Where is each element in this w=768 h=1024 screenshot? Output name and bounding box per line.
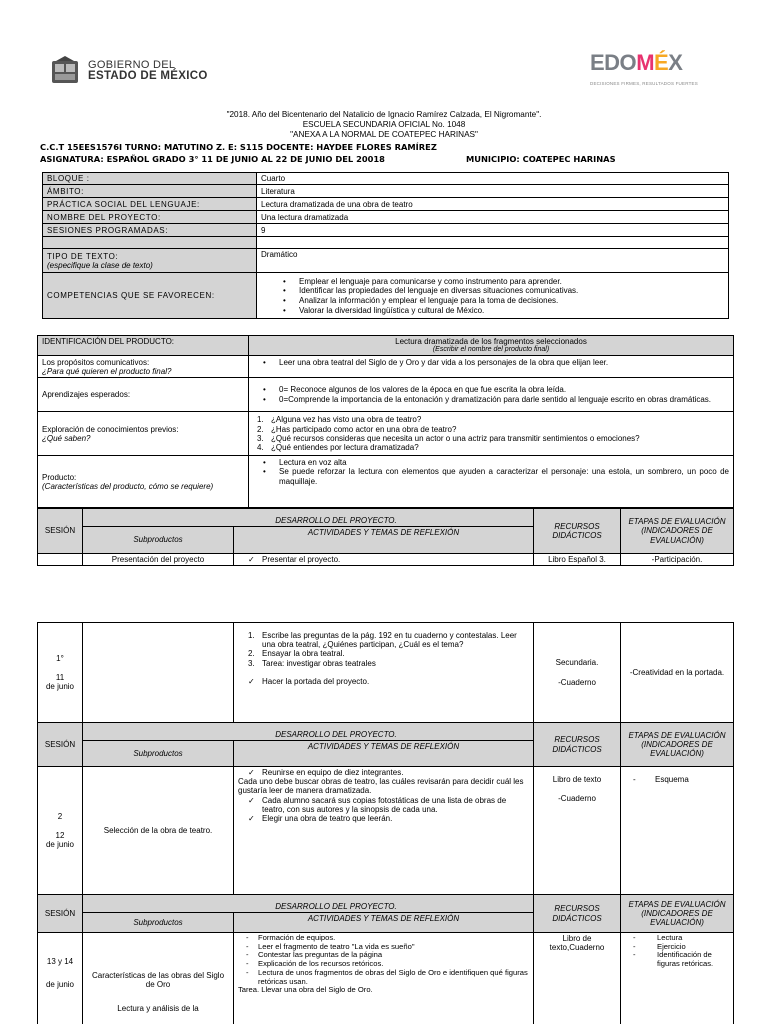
session3-eval-item: - Lectura — [625, 934, 729, 943]
exploracion-item: 2. ¿Has participado como actor en una obra de teatro? — [257, 424, 457, 434]
id-label: IDENTIFICACIÓN DEL PRODUCTO: — [38, 336, 249, 356]
competencias-label: COMPETENCIAS QUE SE FAVORECEN: — [43, 273, 257, 319]
session2-actividades — [234, 767, 534, 895]
session2-num: 2 — [57, 811, 63, 821]
aprendizaje-item: • 0=Comprende la importancia de la entonación y dramatización para darle sentido al lenguaje escrito en obras dramáticas. — [279, 395, 729, 404]
edomex-brand: EDOMÉX — [590, 50, 683, 75]
prop-label: Los propósitos comunicativos: — [42, 357, 150, 367]
desarrollo-header: DESARROLLO DEL PROYECTO. — [83, 723, 534, 741]
competencia-item: • Analizar la información y emplear el lenguaje para la toma de decisiones. — [299, 296, 724, 305]
exp-subtitle: ¿Qué saben? — [42, 433, 91, 443]
etapas-header: ETAPAS DE EVALUACIÓN (INDICADORES DE EVALUACIÓN) — [621, 509, 734, 554]
competencia-item: • Identificar las propiedades del lenguaje en diversas situaciones comunicativas. — [299, 286, 724, 295]
prop-cell — [249, 356, 734, 378]
sesiones-label: SESIONES PROGRAMADAS: — [43, 224, 257, 237]
session2-recurso2: -Cuaderno — [558, 794, 596, 804]
session2-recursos — [534, 767, 621, 895]
exploracion-item: 3. ¿Qué recursos consideras que necesita un actor o una actriz para transmitir sentimientos o emociones? — [257, 433, 640, 443]
prod-cell — [249, 456, 734, 508]
edomex-logo — [588, 50, 722, 90]
session3-item: - Lectura de unos fragmentos de obras del Siglo de Oro e identifiquen qué figuras retóricas usan. — [238, 969, 529, 986]
recursos-header: RECURSOS DIDÁCTICOS — [534, 895, 621, 933]
session2-recurso1: Libro de texto — [552, 775, 602, 784]
session1-month: de junio — [45, 682, 75, 692]
practica-value: Lectura dramatizada de una obra de teatro — [257, 198, 729, 211]
id-subtitle: (Escribir el nombre del producto final) — [432, 346, 550, 354]
actividades-header: ACTIVIDADES Y TEMAS DE REFLEXIÓN — [234, 741, 534, 767]
session2-check1: ✓ Reunirse en equipo de diez integrantes. — [238, 768, 529, 777]
session3-item: - Explicación de los recursos retóricos. — [238, 960, 529, 969]
session3-eval-item: - Identificación de figuras retóricas. — [625, 951, 729, 968]
competencia-item: • Emplear el lenguaje para comunicarse y como instrumento para aprender. — [299, 277, 724, 286]
session1-item: 1. Escribe las preguntas de la pág. 192 en tu cuaderno y contestalas. Leer una obra teatral, ¿Quiénes participan, ¿Cuál es el tema? — [248, 631, 517, 650]
prod-label: Producto: — [42, 472, 77, 482]
session3-eval-item: - Ejercicio — [625, 943, 729, 952]
session3-item: - Leer el fragmento de teatro "La vida es sueño" — [238, 943, 529, 952]
row0-actividad: ✓ Presentar el proyecto. — [238, 555, 529, 564]
session-table-2 — [37, 622, 734, 1024]
producto-item: • Lectura en voz alta — [279, 458, 729, 467]
session3-item: - Contestar las preguntas de la página — [238, 951, 529, 960]
apr-cell — [249, 378, 734, 412]
row0-recurso: Libro Español 3. — [534, 554, 621, 566]
subproductos-header: Subproductos — [83, 527, 234, 554]
session2-evaluacion-cell — [621, 767, 734, 895]
etapas-header: ETAPAS DE EVALUACIÓN (INDICADORES DE EVALUACIÓN) — [621, 895, 734, 933]
state-crest-icon — [50, 55, 80, 85]
session1-recurso2: -Cuaderno — [558, 677, 596, 687]
exp-cell — [249, 412, 734, 456]
session3-evaluacion-cell — [621, 933, 734, 1024]
desarrollo-header: DESARROLLO DEL PROYECTO. — [83, 509, 534, 527]
session2-check2: ✓ Cada alumno sacará sus copias fotostáticas de una lista de obras de teatro, con sus autores y la sinopsis de cada una. — [238, 796, 529, 814]
tipo-value: Dramático — [257, 249, 729, 273]
session1-day: 11 — [55, 672, 65, 682]
recursos-header: RECURSOS DIDÁCTICOS — [534, 509, 621, 554]
ambito-value: Literatura — [257, 185, 729, 198]
year-title: "2018. Año del Bicentenario del Natalicio de Ignacio Ramírez Calzada, El Nigromante". — [226, 110, 542, 119]
session3-sesion — [38, 933, 83, 1024]
sesiones-value: 9 — [257, 224, 729, 237]
session2-day: 12 — [55, 830, 65, 840]
competencias-cell — [257, 273, 729, 319]
actividades-header: ACTIVIDADES Y TEMAS DE REFLEXIÓN — [234, 527, 534, 554]
session2-evaluacion: - Esquema — [625, 775, 729, 784]
session1-recursos — [534, 623, 621, 723]
row0-subproducto: Presentación del proyecto — [83, 554, 234, 566]
session1-evaluacion: -Creatividad en la portada. — [621, 623, 734, 723]
session3-month: de junio — [45, 980, 75, 990]
session3-subproducto: Características de las obras del Siglo de Oro — [91, 971, 225, 990]
session1-num: 1° — [56, 653, 64, 663]
session1-sesion — [38, 623, 83, 723]
gobierno-line1: GOBIERNO DEL — [88, 59, 176, 71]
municipio-line: MUNICIPIO: COATEPEC HARINAS — [466, 154, 616, 164]
etapas-header: ETAPAS DE EVALUACIÓN (INDICADORES DE EVALUACIÓN) — [621, 723, 734, 767]
session1-subproducto — [83, 623, 234, 723]
session2-subproducto: Selección de la obra de teatro. — [83, 767, 234, 895]
sesion-header: SESIÓN — [38, 723, 83, 767]
exploracion-item: 1. ¿Alguna vez has visto una obra de teatro? — [257, 415, 422, 425]
session-table-1 — [37, 508, 734, 566]
sesion-header: SESIÓN — [38, 895, 83, 933]
gobierno-line2: ESTADO DE MÉXICO — [88, 70, 208, 82]
session1-actividades — [234, 623, 534, 723]
exp-label: Exploración de conocimientos previos: — [42, 424, 179, 434]
prod-subtitle: (Características del producto, cómo se requiere) — [42, 481, 214, 491]
exp-label-cell — [38, 412, 249, 456]
ambito-label: ÁMBITO: — [43, 185, 257, 198]
prop-value: • Leer una obra teatral del Siglo de y Oro y dar vida a los personajes de la obra que elijan leer. — [279, 358, 729, 367]
session2-sesion — [38, 767, 83, 895]
prod-label-cell — [38, 456, 249, 508]
actividades-header: ACTIVIDADES Y TEMAS DE REFLEXIÓN — [234, 913, 534, 933]
session1-recurso1: Secundaria. — [555, 658, 599, 668]
producto-item: • Se puede reforzar la lectura con elementos que ayuden a caracterizar el personaje: una estola, un sombrero, un poco de maquillaje. — [279, 467, 729, 485]
row0-evaluacion: -Participación. — [621, 554, 734, 566]
exploracion-item: 4. ¿Qué entiendes por lectura dramatizada? — [257, 442, 419, 452]
tipo-subtitle: (especifique la clase de texto) — [47, 260, 153, 270]
session3-subproducto-cell — [83, 933, 234, 1024]
session1-item: 3. Tarea: investigar obras teatrales — [248, 658, 376, 668]
tipo-label — [43, 249, 257, 273]
competencia-item: • Valorar la diversidad lingüística y cultural de México. — [299, 306, 724, 315]
session2-check3: ✓ Elegir una obra de teatro que leerán. — [238, 814, 529, 823]
session3-item: - Formación de equipos. — [238, 934, 529, 943]
id-value: Lectura dramatizada de los fragmentos seleccionados — [395, 337, 587, 346]
proyecto-label: NOMBRE DEL PROYECTO: — [43, 211, 257, 224]
row0-actividad-cell — [234, 554, 534, 566]
bloque-value: Cuarto — [257, 173, 729, 185]
sesion-header: SESIÓN — [38, 509, 83, 554]
blank-label — [43, 237, 257, 249]
session2-month: de junio — [45, 840, 75, 850]
recursos-header: RECURSOS DIDÁCTICOS — [534, 723, 621, 767]
edomex-tagline: DECISIONES FIRMES, RESULTADOS FUERTES — [590, 81, 698, 86]
blank-value — [257, 237, 729, 249]
desarrollo-header: DESARROLLO DEL PROYECTO. — [83, 895, 534, 913]
session3-tarea: Tarea. Llevar una obra del Siglo de Oro. — [238, 985, 373, 995]
gobierno-logo — [50, 55, 220, 89]
proyecto-value: Una lectura dramatizada — [257, 211, 729, 224]
session3-recurso: Libro de texto,Cuaderno — [534, 933, 621, 1024]
aprendizaje-item: • 0= Reconoce algunos de los valores de la época en que fue escrita la obra leída. — [279, 385, 729, 394]
tipo-title: TIPO DE TEXTO: — [47, 251, 119, 261]
cct-line: C.C.T 15EES1576I TURNO: MATUTINO Z. E: S115 DOCENTE: HAYDEE FLORES RAMÍREZ — [40, 142, 437, 152]
session2-plain: Cada uno debe buscar obras de teatro, las cuáles revisarán para decidir cuál les gustaría leer de manera dramatizada. — [238, 777, 524, 796]
asignatura-line: ASIGNATURA: ESPAÑOL GRADO 3° 11 DE JUNIO AL 22 DE JUNIO DEL 20018 — [40, 154, 385, 164]
prop-label-cell — [38, 356, 249, 378]
id-value-cell — [249, 336, 734, 356]
session3-subproducto2: Lectura y análisis de la — [117, 1004, 199, 1014]
subproductos-header: Subproductos — [83, 913, 234, 933]
practica-label: PRÁCTICA SOCIAL DEL LENGUAJE: — [43, 198, 257, 211]
row0-sesion — [38, 554, 83, 566]
session1-check: ✓ Hacer la portada del proyecto. — [238, 677, 529, 686]
session3-actividades — [234, 933, 534, 1024]
session1-item: 2. Ensayar la obra teatral. — [248, 649, 345, 659]
session3-num: 13 y 14 — [46, 957, 74, 966]
product-table — [37, 335, 734, 508]
school-name: ESCUELA SECUNDARIA OFICIAL No. 1048 — [302, 120, 466, 129]
bloque-label: BLOQUE : — [43, 173, 257, 185]
school-annex: "ANEXA A LA NORMAL DE COATEPEC HARINAS" — [290, 130, 478, 139]
info-table — [42, 172, 729, 319]
apr-label: Aprendizajes esperados: — [38, 378, 249, 412]
subproductos-header: Subproductos — [83, 741, 234, 767]
prop-subtitle: ¿Para qué quieren el producto final? — [42, 366, 172, 376]
